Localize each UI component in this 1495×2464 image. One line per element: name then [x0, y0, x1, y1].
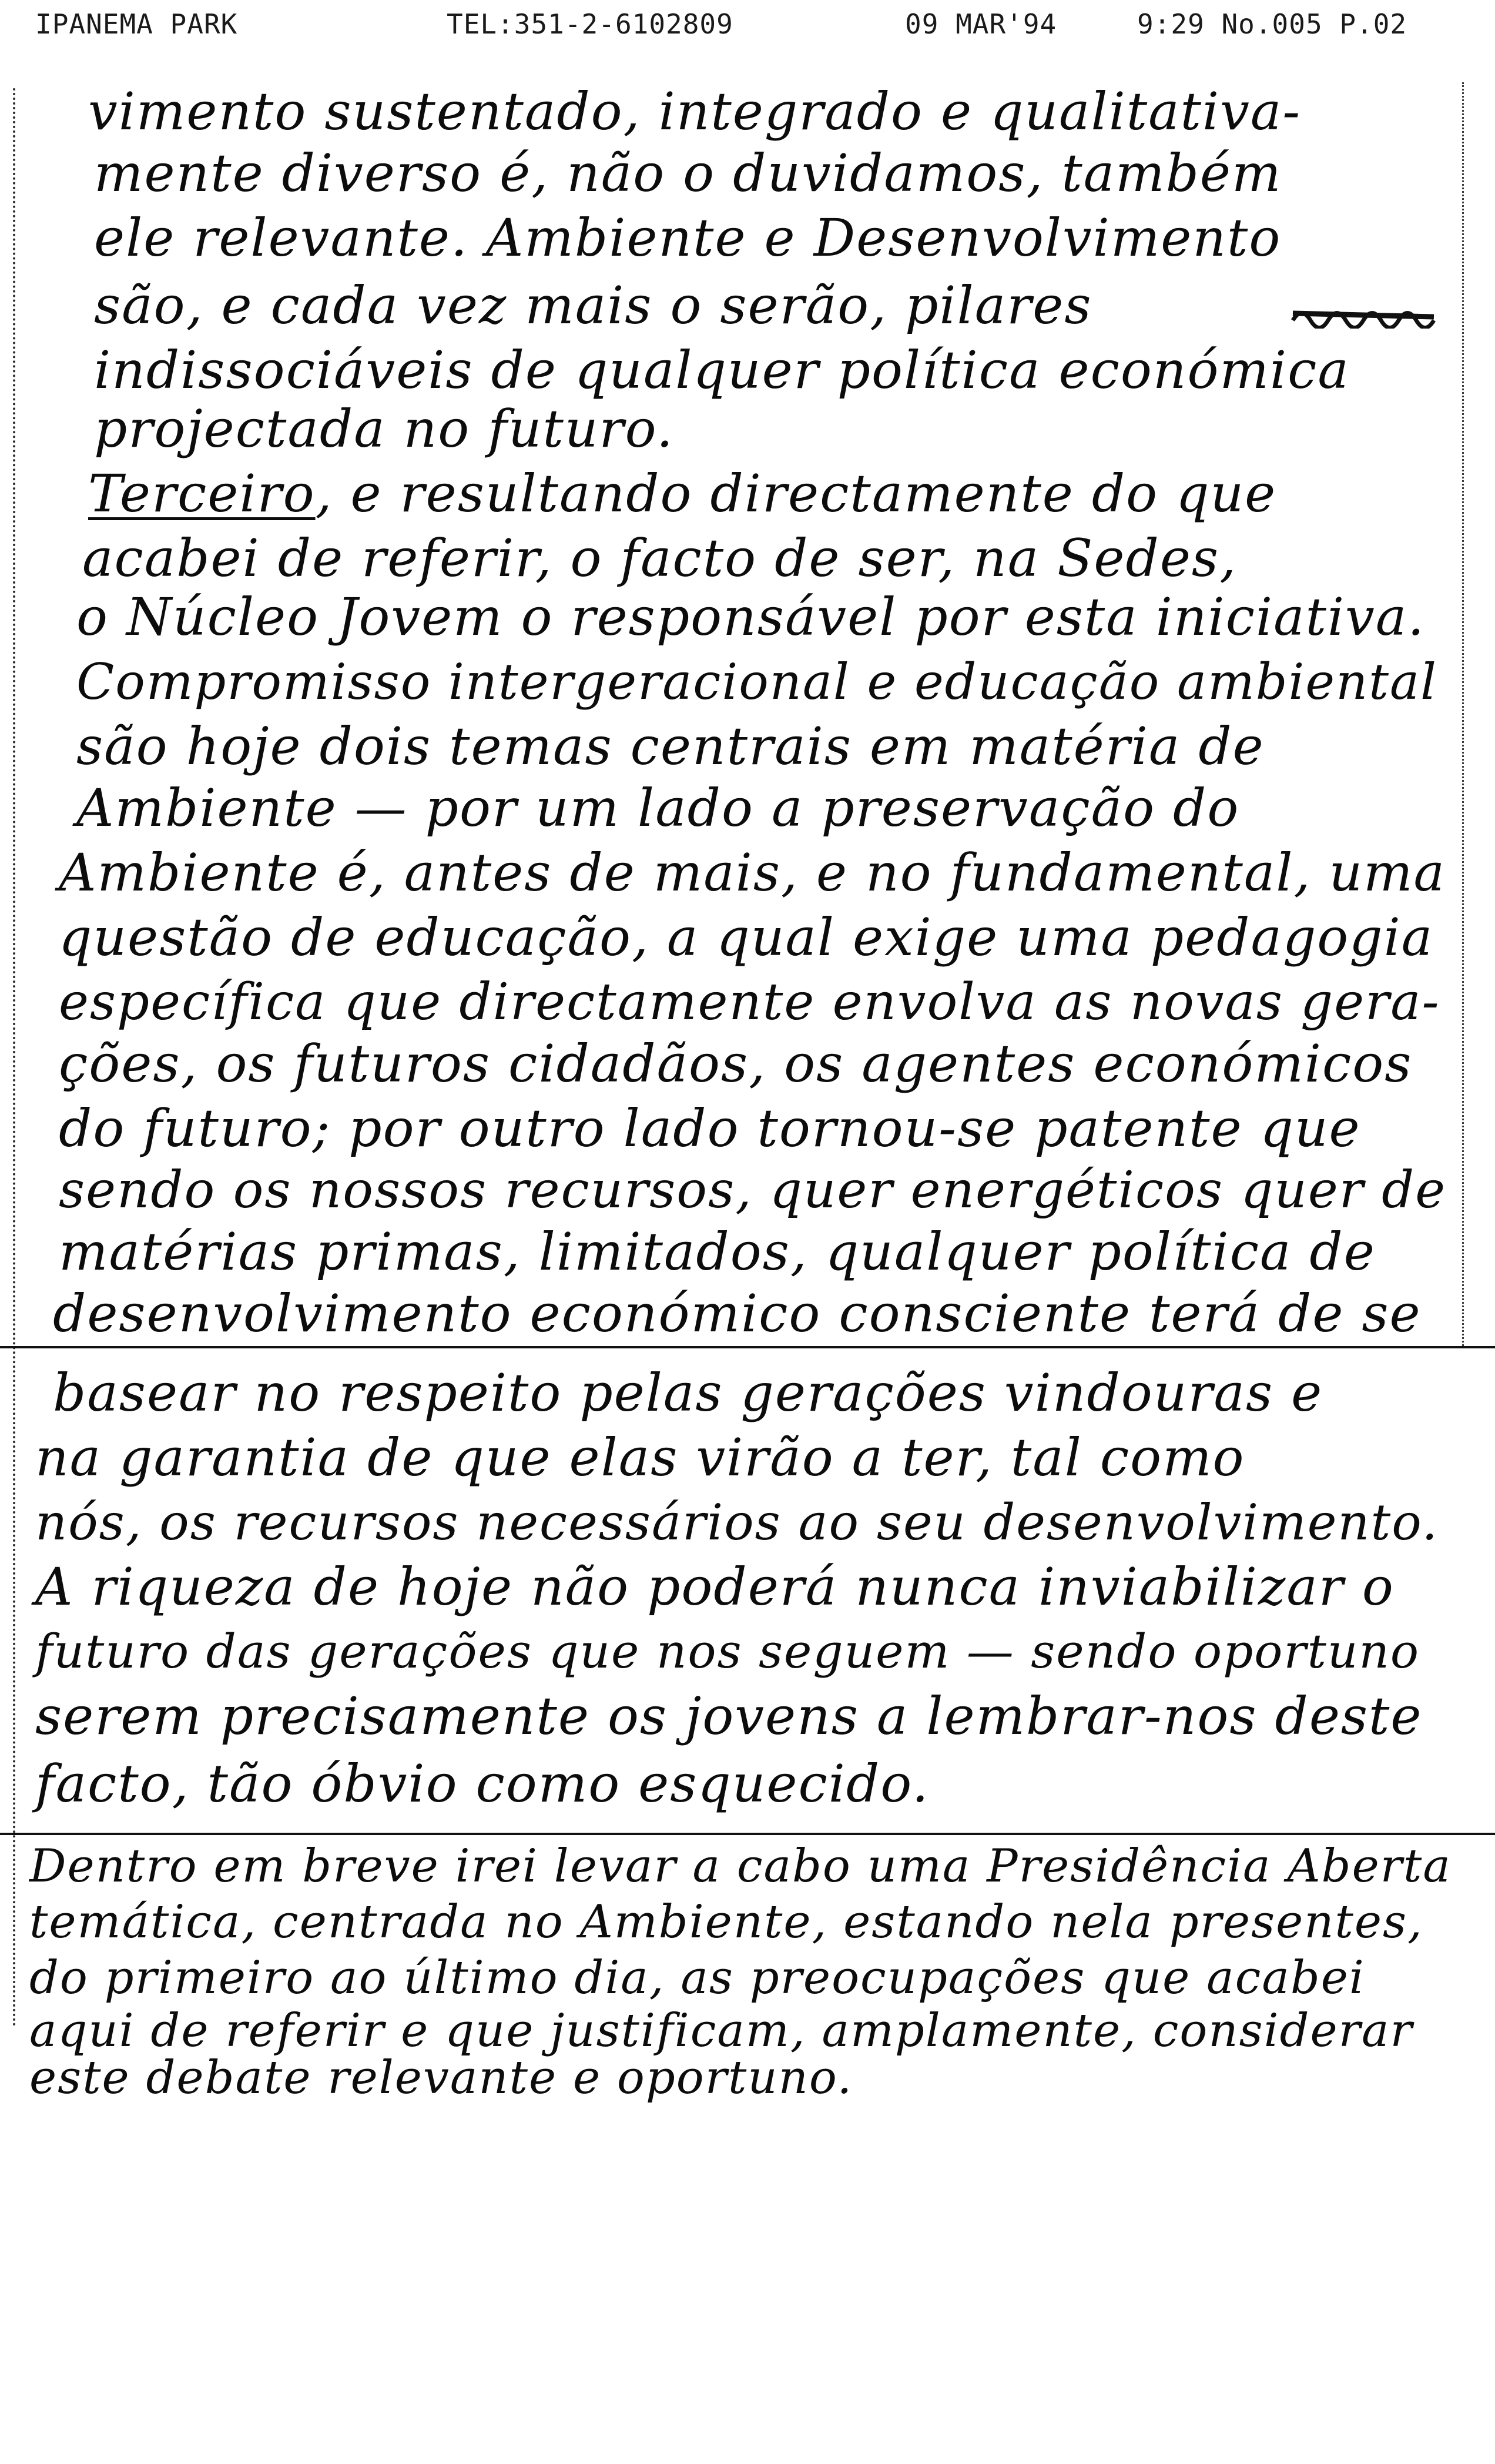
- handwritten-line: futuro das gerações que nos seguem — sendo oportuno: [35, 1624, 1420, 1679]
- page-separator: [0, 1346, 1495, 1348]
- fax-header: [0, 0, 1495, 59]
- left-page-edge: [13, 88, 15, 2028]
- handwritten-line: desenvolvimento económico consciente terá de se: [53, 1283, 1422, 1344]
- handwritten-line: nós, os recursos necessários ao seu desenvolvimento.: [35, 1494, 1439, 1551]
- fax-time-page: 9:29 No.005 P.02: [1137, 8, 1407, 40]
- handwritten-line: aqui de referir e que justificam, amplamente, considerar: [29, 2004, 1413, 2057]
- handwritten-line: basear no respeito pelas gerações vindouras e: [53, 1362, 1323, 1423]
- handwritten-line: sendo os nossos recursos, quer energéticos quer de: [59, 1161, 1447, 1220]
- handwritten-line: facto, tão óbvio como esquecido.: [35, 1753, 930, 1814]
- handwritten-line: Ambiente é, antes de mais, e no fundamental, uma: [59, 842, 1446, 903]
- handwritten-line: Ambiente — por um lado a preservação do: [76, 778, 1240, 838]
- handwritten-line: projectada no futuro.: [94, 399, 675, 459]
- fax-telephone: TEL:351-2-6102809: [447, 8, 733, 40]
- handwritten-line: ele relevante. Ambiente e Desenvolvimento: [94, 207, 1282, 268]
- handwritten-line: do futuro; por outro lado tornou-se patente que: [59, 1098, 1361, 1159]
- handwritten-line: este debate relevante e oportuno.: [29, 2051, 853, 2104]
- fax-sender: IPANEMA PARK: [35, 8, 238, 40]
- handwritten-line: são hoje dois temas centrais em matéria de: [76, 716, 1265, 776]
- handwritten-line: específica que directamente envolva as novas gera-: [59, 973, 1440, 1032]
- handwritten-line: mente diverso é, não o duvidamos, também: [94, 143, 1282, 203]
- handwritten-line: Compromisso intergeracional e educação ambiental: [76, 653, 1437, 711]
- handwritten-line: são, e cada vez mais o serão, pilares: [94, 275, 1092, 336]
- section-heading-terceiro: Terceiro: [88, 463, 316, 524]
- handwritten-line: questão de educação, a qual exige uma pedagogia: [59, 907, 1434, 967]
- crossed-out-scribble: [1290, 303, 1437, 329]
- handwritten-line: serem precisamente os jovens a lembrar-nos deste: [35, 1686, 1423, 1746]
- fax-date: 09 MAR'94: [905, 8, 1057, 40]
- handwritten-line-rest: , e resultando directamente do que: [315, 463, 1277, 524]
- handwritten-line: o Núcleo Jovem o responsável por esta iniciativa.: [76, 587, 1426, 647]
- handwritten-line: indissociáveis de qualquer política económica: [94, 340, 1350, 400]
- handwritten-line: na garantia de que elas virão a ter, tal como: [35, 1427, 1245, 1488]
- handwritten-line: A riqueza de hoje não poderá nunca inviabilizar o: [35, 1556, 1395, 1617]
- handwritten-line: ções, os futuros cidadãos, os agentes económicos: [59, 1033, 1413, 1094]
- handwritten-line: [88, 464, 1276, 523]
- handwritten-line: temática, centrada no Ambiente, estando nela presentes,: [29, 1896, 1423, 1949]
- handwritten-line: matérias primas, limitados, qualquer política de: [59, 1221, 1376, 1282]
- handwritten-line: do primeiro ao último dia, as preocupações que acabei: [29, 1951, 1365, 2004]
- handwritten-line: Dentro em breve irei levar a cabo uma Presidência Aberta: [29, 1840, 1452, 1893]
- page-separator: [0, 1833, 1495, 1835]
- handwritten-line: acabei de referir, o facto de ser, na Sedes,: [82, 528, 1238, 588]
- handwritten-line: vimento sustentado, integrado e qualitativa-: [88, 81, 1302, 142]
- right-margin-rule: [1462, 82, 1464, 1346]
